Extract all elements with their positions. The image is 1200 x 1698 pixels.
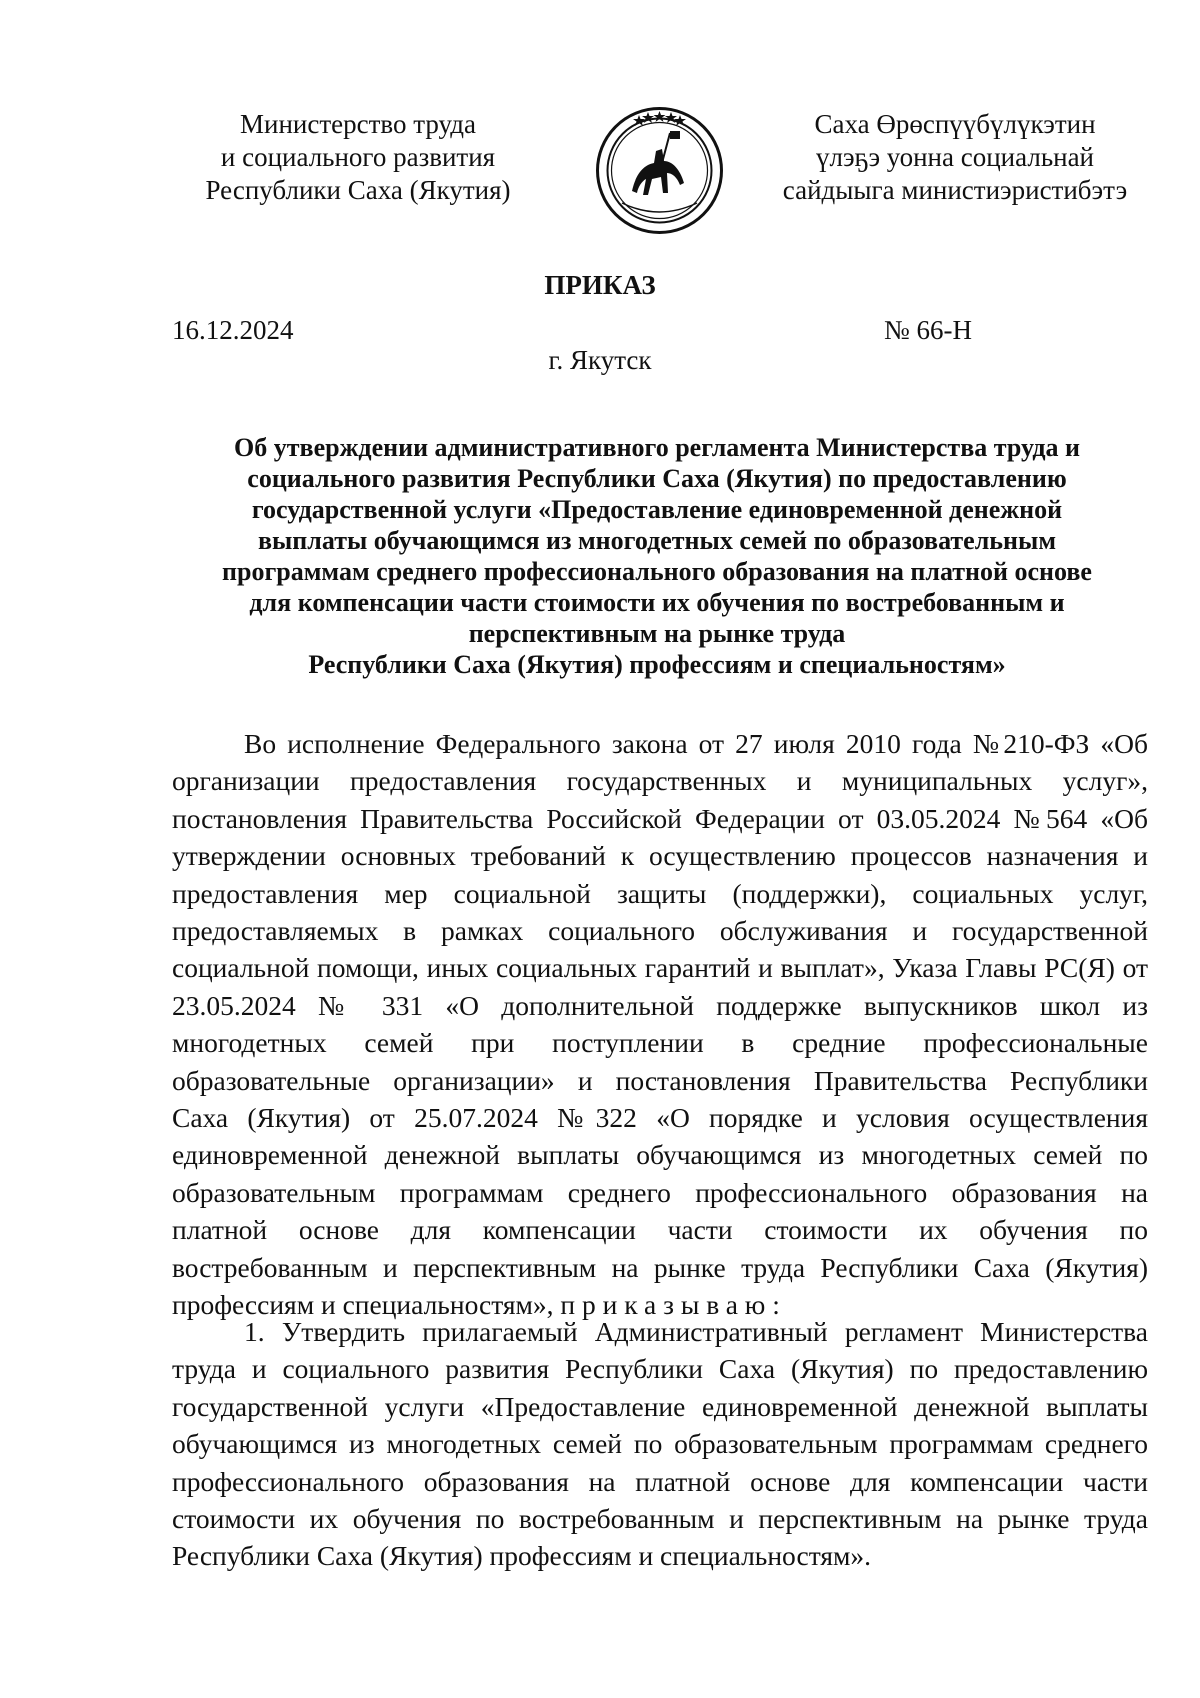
ministry-name-line: Министерство труда [239,109,476,139]
ministry-name-line: сайдыыга министиэристибэтэ [782,175,1128,205]
coat-of-arms-icon [592,103,727,238]
document-title: ПРИКАЗ [544,270,656,300]
order-date: 16.12.2024 [172,315,294,345]
order-item-1 [172,1313,1148,1575]
paragraph-line: платной основе для компенсации части стоимости их обучения по [172,1214,1148,1246]
ministry-name-line: и социального развития [220,142,496,172]
subject-line: социального развития Республики Саха (Якутия) по предоставлению [247,464,1067,493]
paragraph-line: многодетных семей при поступлении в средние профессиональные [172,1027,1148,1059]
paragraph-line: Республики Саха (Якутия) профессиям и специальностям». [172,1540,872,1572]
subject-line: Об утверждении административного регламента Министерства труда и [234,433,1080,462]
paragraph-line: социальной помощи, иных социальных гарантий и выплат», Указа Главы РС(Я) от [172,952,1148,984]
ministry-name-russian [188,108,528,207]
paragraph-line: единовременной денежной выплаты обучающимся из многодетных семей по [172,1139,1148,1171]
paragraph-line: обучающимся из многодетных семей по образовательным программам среднего [172,1428,1148,1460]
subject-line: для компенсации части стоимости их обучения по востребованным и [249,588,1065,617]
paragraph-line: предоставления мер социальной защиты (поддержки), социальных услуг, [172,877,1148,909]
paragraph-line: образовательным программам среднего профессионального образования на [172,1176,1148,1208]
paragraph-line: образовательные организации» и постановления Правительства Республики [172,1064,1148,1096]
paragraph-line: организации предоставления государственных и муниципальных услуг», [172,765,1148,797]
subject-line: государственной услуги «Предоставление единовременной денежной [251,495,1063,524]
paragraph-line: Саха (Якутия) от 25.07.2024 №322 «О порядке и условия осуществления [172,1102,1148,1134]
order-city: г. Якутск [548,345,652,375]
ministry-name-yakut [760,108,1150,207]
ministry-name-line: үлэҕэ уонна социальнай [815,142,1095,172]
paragraph-line: Во исполнение Федерального закона от 27 июля 2010 года №210-ФЗ «Об [244,728,1148,759]
paragraph-line: предоставляемых в рамках социального обслуживания и государственной [172,915,1148,947]
preamble-tail: профессиям и специальностям», [172,1289,554,1321]
preamble-paragraph [172,725,1148,1324]
paragraph-line: труда и социального развития Республики Саха (Якутия) по предоставлению [172,1353,1148,1385]
subject-line: выплаты обучающимся из многодетных семей по образовательным [257,526,1057,555]
subject-line: программам среднего профессионального образования на платной основе [222,557,1092,586]
paragraph-line: профессионального образования на платной основе для компенсации части [172,1465,1148,1497]
subject-line: Республики Саха (Якутия) профессиям и специальностям» [308,650,1006,679]
ministry-name-line: Саха Өрөспүүбүлүкэтин [814,109,1096,139]
paragraph-line: государственной услуги «Предоставление единовременной денежной выплаты [172,1390,1148,1422]
ministry-name-line: Республики Саха (Якутия) [205,175,511,205]
order-subject [172,432,1142,680]
paragraph-line: постановления Правительства Российской Федерации от 03.05.2024 №564 «Об [172,802,1148,834]
paragraph-line: утверждении основных требований к осуществлению процессов назначения и [172,840,1148,872]
paragraph-line: стоимости их обучения по востребованным и перспективным на рынке труда [172,1503,1148,1535]
paragraph-line: востребованным и перспективным на рынке труда Республики Саха (Якутия) [172,1251,1148,1283]
order-word: приказываю: [560,1289,787,1321]
paragraph-line: 23.05.2024 № 331 «О дополнительной поддержке выпускников школ из [172,989,1148,1021]
order-number: № 66-Н [884,315,973,345]
subject-line: перспективным на рынке труда [468,619,846,648]
paragraph-line: 1. Утвердить прилагаемый Административный регламент Министерства [244,1316,1148,1347]
